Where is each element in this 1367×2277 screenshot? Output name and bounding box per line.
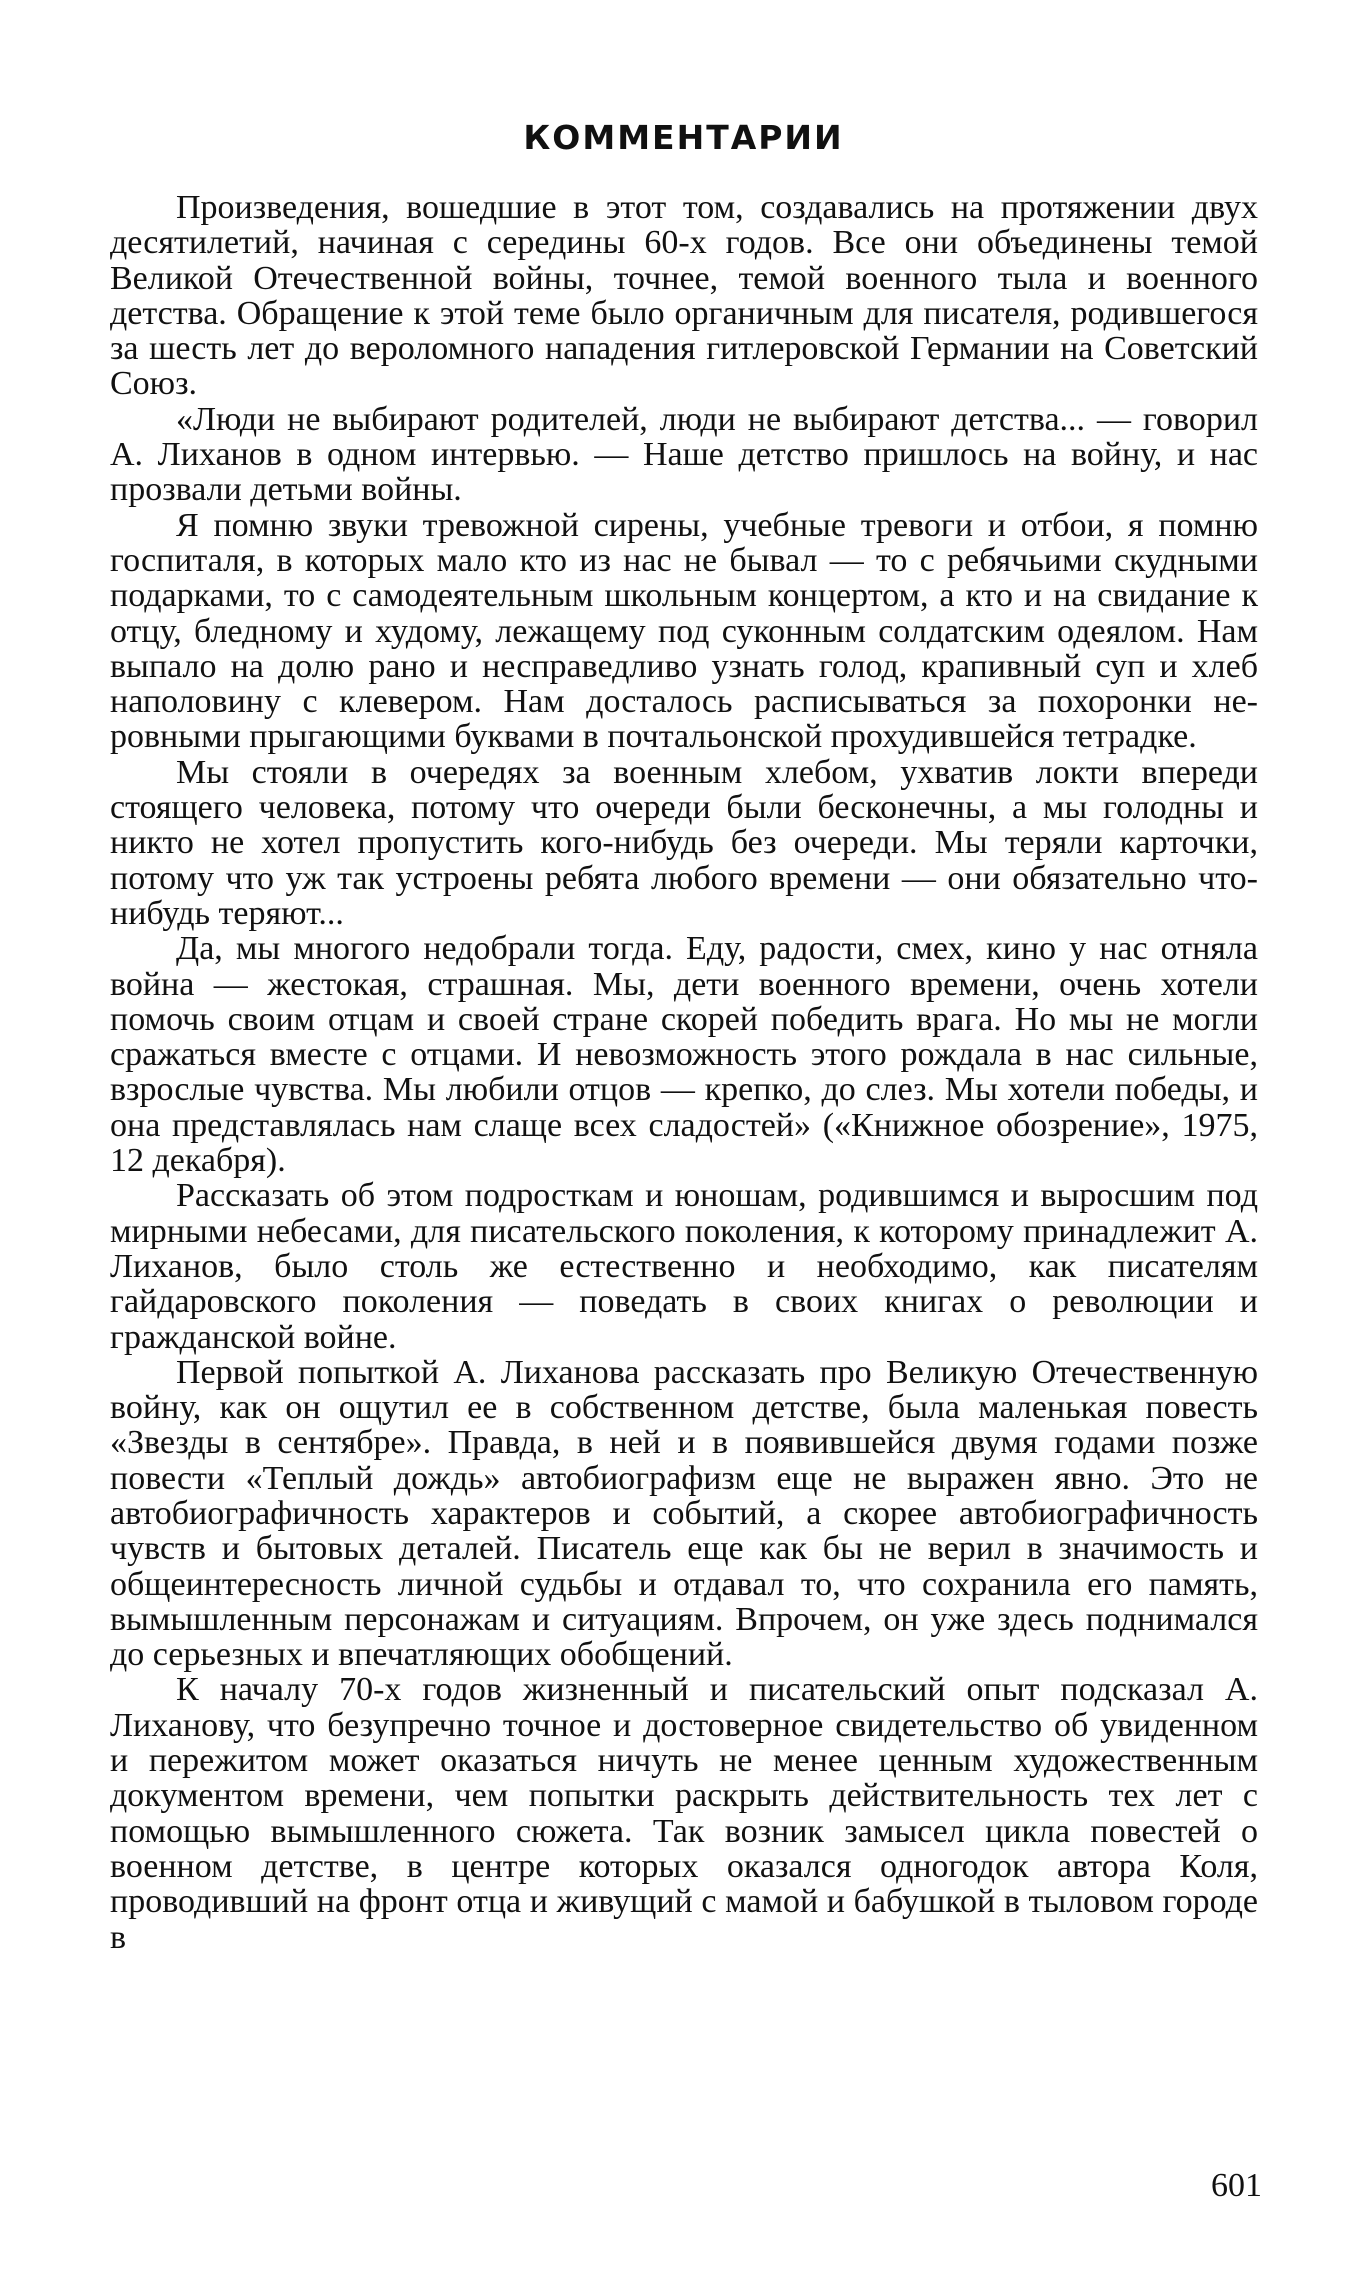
page-number: 601 <box>1211 2167 1262 2204</box>
page-title: КОММЕНТАРИИ <box>523 118 844 157</box>
paragraph: К началу 70-х годов жизненный и писательский опыт подсказал А. Лиханову, что безупречно точное и достоверное свидетельство об увиденном и пережитом может оказаться ничуть не менее ценным художественным документом времени, чем попытки раскрыть действительность тех лет с помощью вымышленного сюжета. Так возник замысел цикла повестей о военном детстве, в центре которых оказался одногодок автора Коля, проводивший на фронт отца и живущий с мамой и бабушкой в тыловом городе в <box>110 1671 1258 1956</box>
paragraph: Произведения, вошедшие в этот том, создавались на протяжении двух десятилетий, начиная с середины 60-х годов. Все они объединены темой Великой Отечественной войны, точнее, темой военного тыла и военного детства. Обращение к этой теме было органичным для писателя, родившегося за шесть лет до вероломного нападения гитлеровской Германии на Советский Союз. <box>110 189 1258 403</box>
paragraph: Первой попыткой А. Лиханова рассказать про Великую Отечественную войну, как он ощутил ее в собственном детстве, была маленькая повесть «Звезды в сентябре». Правда, в ней и в появившейся двумя годами позже повести «Теплый дождь» автобиографизм еще не выражен явно. Это не автобиографичность характеров и событий, а скорее автобиографичность чувств и бытовых деталей. Писатель еще как бы не верил в значимость и общеинтересность личной судьбы и отдавал то, что сохранила его память, вымышленным персонажам и ситуациям. Впрочем, он уже здесь поднимался до серьезных и впечатляющих обобщений. <box>110 1353 1258 1674</box>
paragraph: Мы стояли в очередях за военным хлебом, ухватив локти впереди стоящего человека, потому что очереди были бесконечны, а мы голодны и никто не хотел пропустить кого-нибудь без очереди. Мы теряли карточки, потому что уж так устроены ребята любого времени — они обязательно что-нибудь теряют... <box>110 753 1258 932</box>
paragraph: Рассказать об этом подросткам и юношам, родившимся и выросшим под мирными небесами, для писательского поколения, к которому принадлежит А. Лиханов, было столь же естественно и необходимо, как писателям гайдаровского поколения — поведать в своих книгах о революции и гражданской войне. <box>110 1177 1258 1356</box>
paragraph: Я помню звуки тревожной сирены, учебные тревоги и отбои, я помню госпиталя, в которых мало кто из нас не бывал — то с ребячьими скудными подарками, то с самодеятельным школьным концертом, а кто и на свидание к отцу, бледному и худому, лежащему под суконным солдатским одеялом. Нам выпало на долю рано и несправедливо узнать голод, крапивный суп и хлеб наполовину с клевером. Нам досталось расписываться за похоронки неровными прыгающими буквами в почтальонской прохудившейся тетрадке. <box>110 506 1258 756</box>
paragraph: «Люди не выбирают родителей, люди не выбирают детства... — говорил А. Лиханов в одном интервью. — Наше детство пришлось на войну, и нас прозвали детьми войны. <box>110 400 1258 509</box>
paragraph: Да, мы многого недобрали тогда. Еду, радости, смех, кино у нас отняла война — жестокая, страшная. Мы, дети военного времени, очень хотели помочь своим отцам и своей стране скорей победить врага. Но мы не могли сражаться вместе с отцами. И невозможность этого рождала в нас сильные, взрослые чувства. Мы любили отцов — крепко, до слез. Мы хотели победы, и она представлялась нам слаще всех сладостей» («Книжное обозрение», 1975, 12 декабря). <box>110 930 1258 1180</box>
commentary-text <box>110 190 1258 1955</box>
